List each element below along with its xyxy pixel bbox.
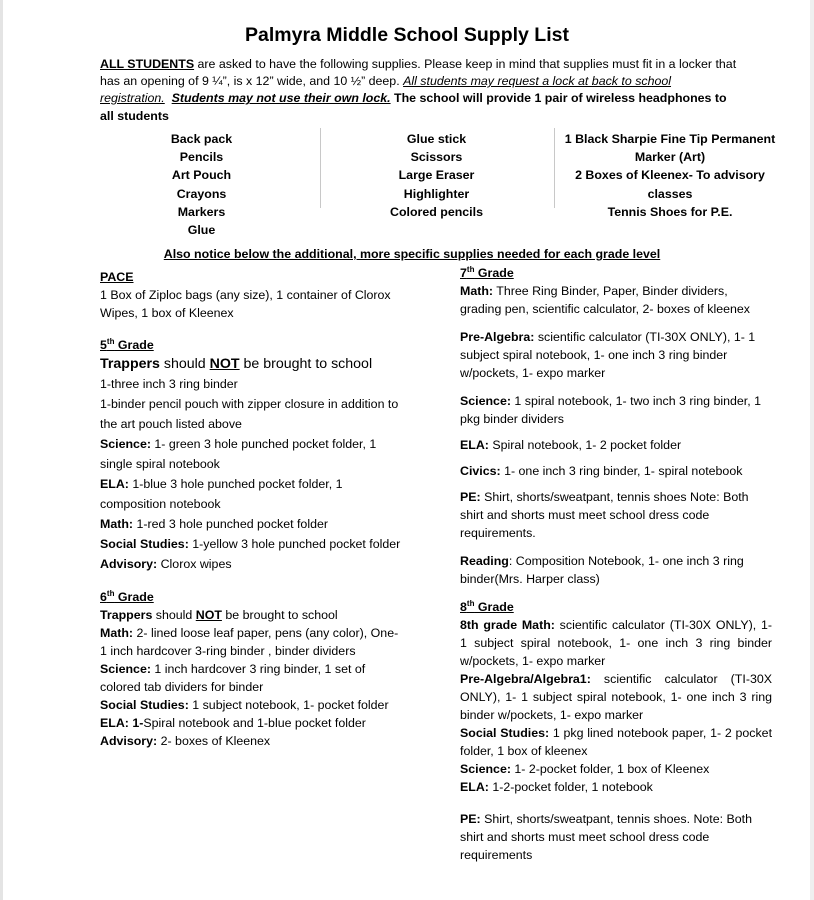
grade-level-notice: Also notice below the additional, more specific supplies needed for each grade level [163,247,661,261]
supply-item: 1 Black Sharpie Fine Tip Permanent Marker (Art) [564,132,776,165]
page-right-edge [810,0,814,900]
supply-item: Crayons [176,186,227,201]
grade5-heading: 5th Grade [100,336,154,352]
intro-text: are asked to have the following supplies. Please keep in mind that supplies must fit in a locker that has an opening of 9 ¼”, is x 12” wide, and 10 ½” deep. [100,57,737,89]
supply-item: Tennis Shoes for P.E. [607,204,733,219]
grade8-pre-algebra: Pre-Algebra/Algebra1: scientific calculator (TI-30X ONLY), 1- 1 subject spiral notebook, 1- one inch 3 ring binder w/pockets, 1- expo marker [460,672,772,722]
grade7-heading: 7th Grade [460,264,514,280]
page-title: Palmyra Middle School Supply List [245,24,569,46]
grade8-math: 8th grade Math: scientific calculator (TI-30X ONLY), 1- 1 subject spiral notebook, 1- one inch 3 ring binder w/pockets, 1- expo marker [460,618,772,668]
grade6-science: Science: 1 inch hardcover 3 ring binder, 1 set of colored tab dividers for binder [100,662,366,694]
grade8-pe: PE: Shirt, shorts/sweatpant, tennis shoes. Note: Both shirt and shorts must meet school dress code requirements [460,812,753,862]
grade8-heading: 8th Grade [460,598,514,614]
supply-item: Pencils [179,150,224,165]
grade5-pouch: 1-binder pencil pouch with zipper closure in addition to the art pouch listed above [100,397,399,431]
grade6-advisory: Advisory: 2- boxes of Kleenex [100,734,271,748]
grade7-pre-algebra: Pre-Algebra: scientific calculator (TI-30X ONLY), 1- 1 subject spiral notebook, 1- one inch 3 ring binder w/pockets, 1- expo marker [460,330,756,380]
grade5-ela: ELA: 1-blue 3 hole punched pocket folder, 1 composition notebook [100,477,343,511]
general-supplies-col1 [100,130,303,239]
grade8-ela: ELA: 1-2-pocket folder, 1 notebook [460,780,653,794]
supply-item: Glue stick [406,132,467,146]
supply-item: Markers [177,204,226,219]
supply-item: Back pack [170,132,233,146]
own-lock-note: Students may not use their own lock. [171,91,391,106]
grade7-civics: Civics: 1- one inch 3 ring binder, 1- spiral notebook [460,464,743,478]
column-divider [554,128,555,208]
grade7-reading: Reading: Composition Notebook, 1- one inch 3 ring binder(Mrs. Harper class) [460,554,744,586]
grade5-advisory: Advisory: Clorox wipes [100,557,232,571]
grade6-math: Math: 2- lined loose leaf paper, pens (any color), One-1 inch hardcover 3-ring binder , binder dividers [100,626,399,658]
grade6-trappers-note: Trappers should NOT be brought to school [100,608,338,622]
grade6-ela: ELA: 1-Spiral notebook and 1-blue pocket folder [100,716,366,730]
left-column [100,268,405,750]
all-students-label: ALL STUDENTS [100,57,195,71]
supply-item: Highlighter [403,186,470,201]
grade7-math: Math: Three Ring Binder, Paper, Binder dividers, grading pen, scientific calculator, 2- boxes of kleenex [460,284,750,316]
grade7-pe: PE: Shirt, shorts/sweatpant, tennis shoes Note: Both shirt and shorts must meet school dress code requirements. [460,490,749,540]
grade6-social-studies: Social Studies: 1 subject notebook, 1- pocket folder [100,698,389,712]
grade5-binder: 1-three inch 3 ring binder [100,377,238,391]
supply-item: Colored pencils [390,204,483,219]
supply-item: Large Eraser [398,168,475,183]
general-supplies-col3 [556,130,784,221]
grade5-trappers-note: Trappers should NOT be brought to school [100,356,373,372]
grade5-math: Math: 1-red 3 hole punched pocket folder [100,517,328,531]
grade7-science: Science: 1 spiral notebook, 1- two inch 3 ring binder, 1 pkg binder dividers [460,394,761,426]
pace-text: 1 Box of Ziploc bags (any size), 1 container of Clorox Wipes, 1 box of Kleenex [100,288,391,320]
page-left-edge [0,0,3,900]
grade8-science: Science: 1- 2-pocket folder, 1 box of Kleenex [460,762,710,776]
intro-paragraph [100,56,740,125]
lock-note: All students may request a lock at back to school registration. [100,74,672,106]
supply-item: Art Pouch [171,168,232,183]
headphones-note: The school will provide 1 pair of wireless headphones to all students [100,91,727,123]
grade8-social-studies: Social Studies: 1 pkg lined notebook paper, 1- 2 pocket folder, 1 box of kleenex [460,726,773,758]
grade5-science: Science: 1- green 3 hole punched pocket folder, 1 single spiral notebook [100,437,377,471]
pace-heading: PACE [100,270,134,284]
grade6-heading: 6th Grade [100,588,154,604]
supply-item: Glue [187,223,216,238]
right-column [460,264,772,864]
grade7-ela: ELA: Spiral notebook, 1- 2 pocket folder [460,438,682,452]
general-supplies-col2 [320,130,553,221]
grade5-social-studies: Social Studies: 1-yellow 3 hole punched pocket folder [100,537,401,551]
supply-item: Scissors [410,150,463,165]
supply-item: 2 Boxes of Kleenex- To advisory classes [575,168,765,201]
